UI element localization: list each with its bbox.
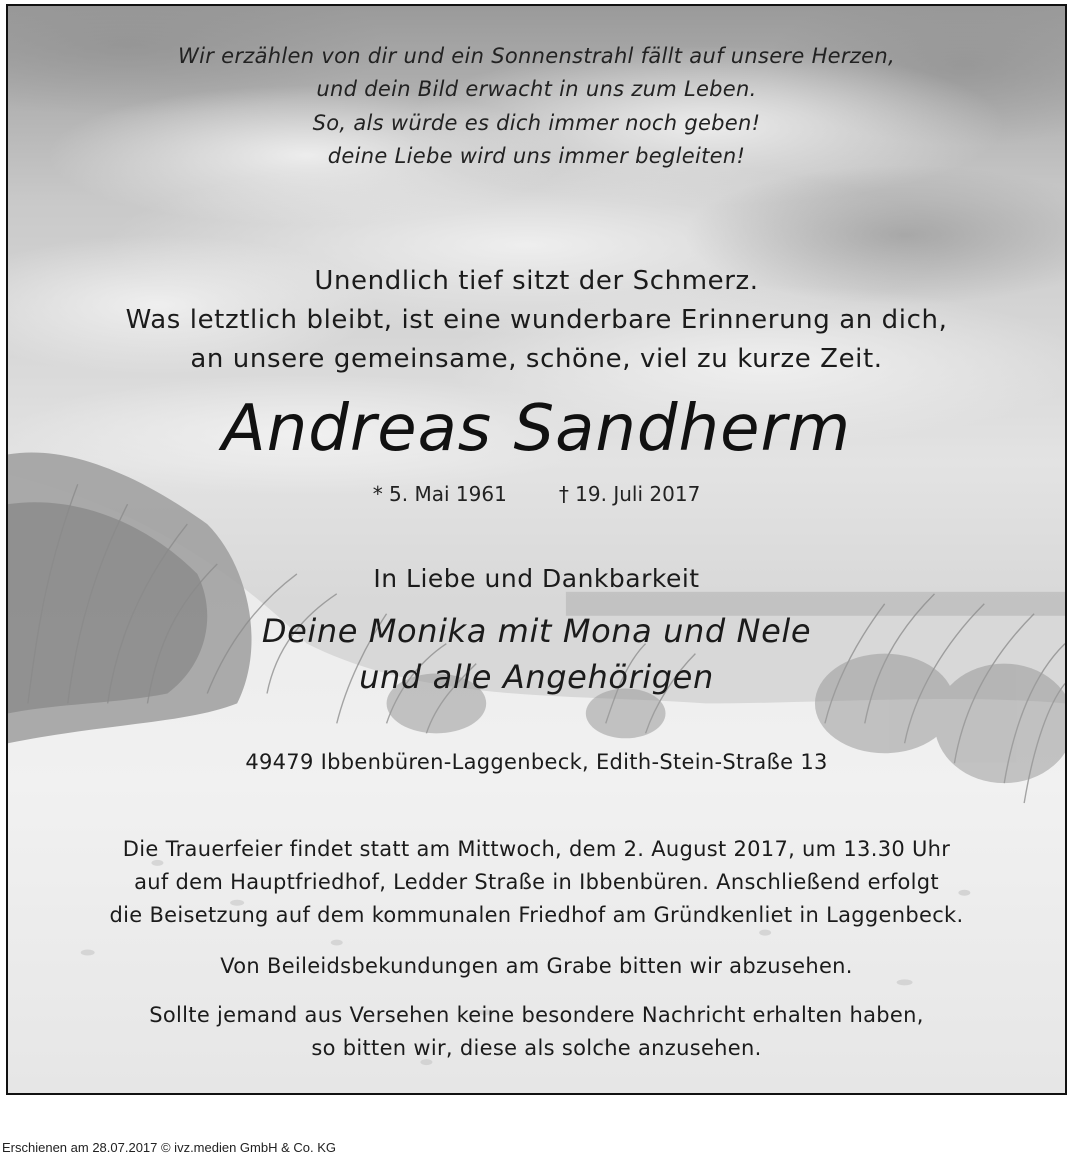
life-dates bbox=[8, 482, 1065, 506]
poem-line: deine Liebe wird uns immer begleiten! bbox=[327, 144, 746, 168]
birth-date: * 5. Mai 1961 bbox=[372, 482, 507, 506]
notice-note-line: Sollte jemand aus Versehen keine besondere Nachricht erhalten haben, bbox=[149, 1003, 924, 1027]
condolence-note: Von Beileidsbekundungen am Grabe bitten wir abzusehen. bbox=[220, 954, 853, 978]
mourners-line: Deine Monika mit Mona und Nele bbox=[261, 612, 812, 650]
ceremony-line: die Beisetzung auf dem kommunalen Friedhof am Gründkenliet in Laggenbeck. bbox=[109, 903, 964, 927]
mourner-address: 49479 Ibbenbüren-Laggenbeck, Edith-Stein-Straße 13 bbox=[245, 750, 828, 774]
poem-line: So, als würde es dich immer noch geben! bbox=[312, 111, 761, 135]
death-date: † 19. Juli 2017 bbox=[558, 482, 701, 506]
ceremony-line: Die Trauerfeier findet statt am Mittwoch, dem 2. August 2017, um 13.30 Uhr bbox=[122, 837, 951, 861]
mourners-intro: In Liebe und Dankbarkeit bbox=[373, 564, 700, 593]
poem-line: und dein Bild erwacht in uns zum Leben. bbox=[316, 77, 757, 101]
ceremony-line: auf dem Hauptfriedhof, Ledder Straße in Ibbenbüren. Anschließend erfolgt bbox=[134, 870, 939, 894]
quote-line: Unendlich tief sitzt der Schmerz. bbox=[314, 266, 759, 296]
notice-note-line: so bitten wir, diese als solche anzusehen. bbox=[311, 1036, 762, 1060]
notice-text bbox=[8, 6, 1065, 1093]
obituary-notice bbox=[6, 4, 1067, 1095]
quote-line: Was letztlich bleibt, ist eine wunderbare Erinnerung an dich, bbox=[125, 305, 948, 335]
publication-footer: Erschienen am 28.07.2017 © ivz.medien GmbH & Co. KG bbox=[2, 1140, 337, 1155]
quote-line: an unsere gemeinsame, schöne, viel zu kurze Zeit. bbox=[190, 344, 883, 374]
poem-line: Wir erzählen von dir und ein Sonnenstrahl fällt auf unsere Herzen, bbox=[178, 44, 895, 68]
deceased-name: Andreas Sandherm bbox=[221, 392, 852, 466]
mourners-line: und alle Angehörigen bbox=[359, 658, 714, 696]
